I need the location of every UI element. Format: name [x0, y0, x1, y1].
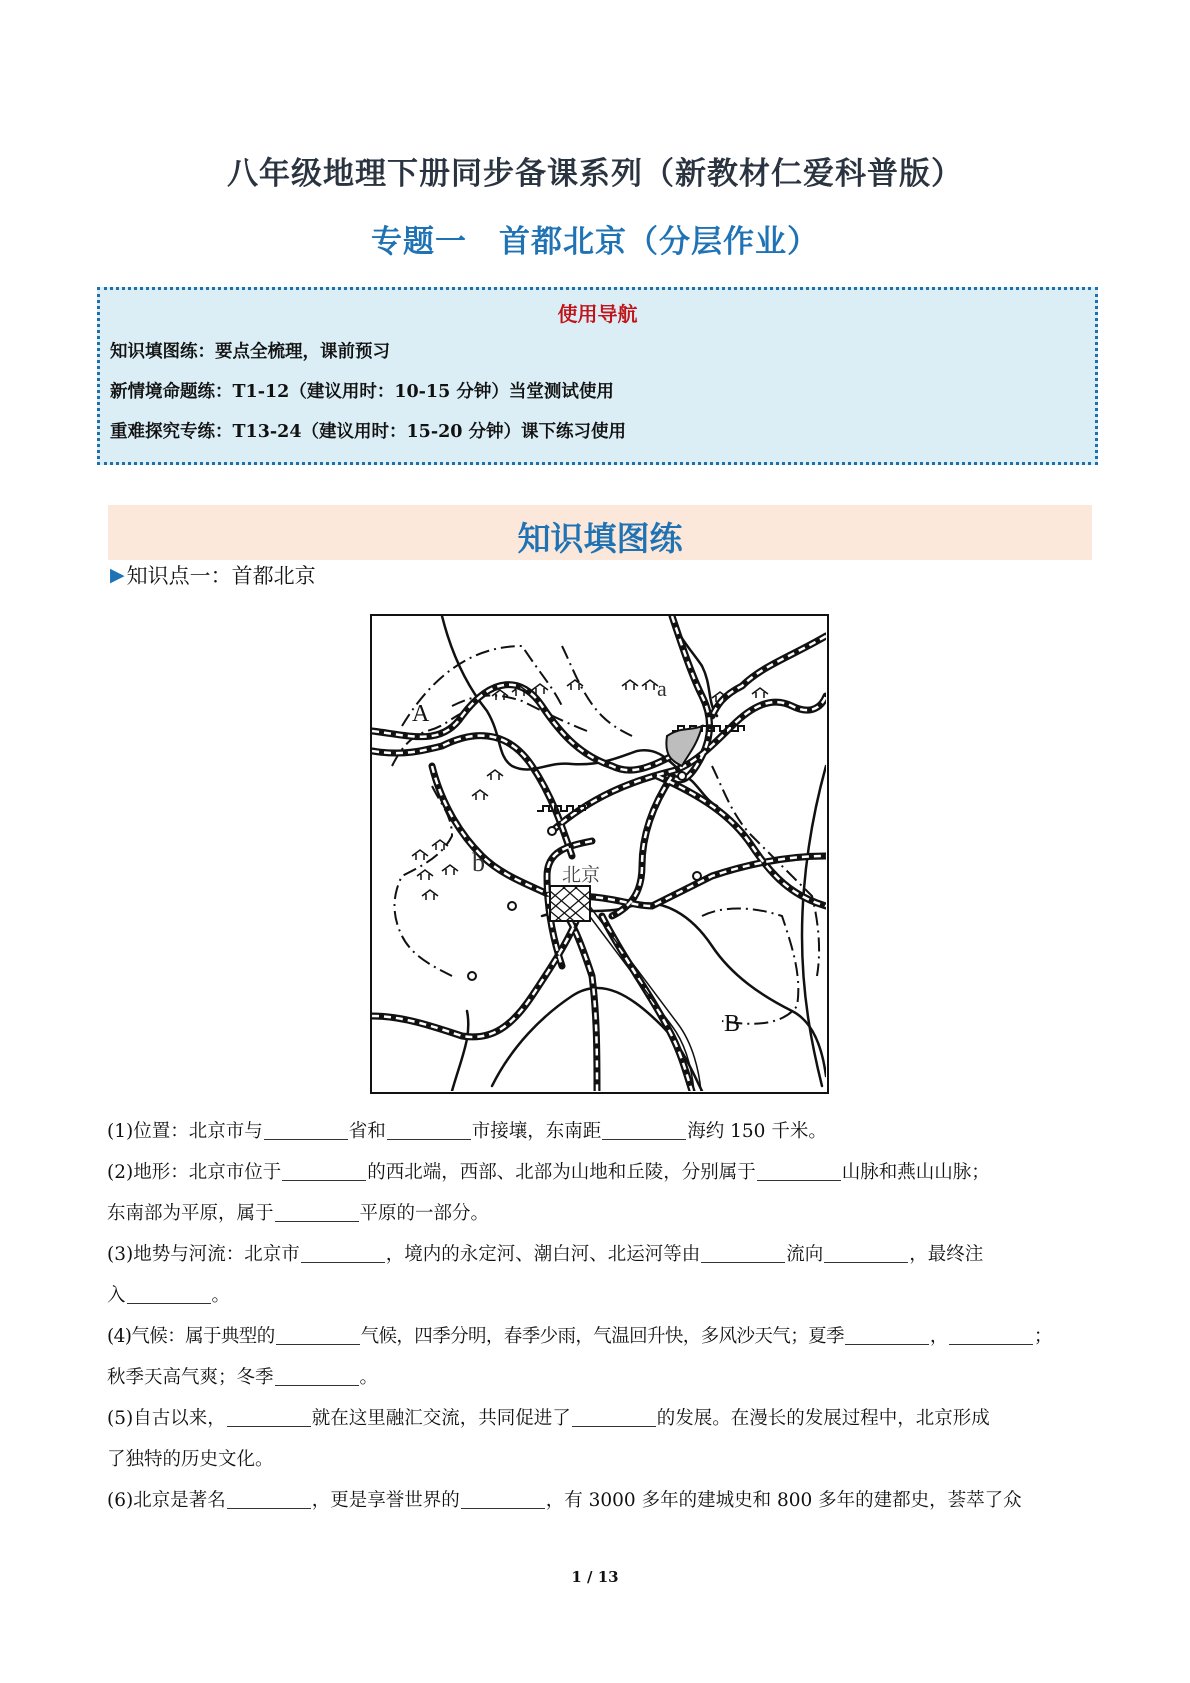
- question-1: [107, 1117, 1087, 1143]
- question-text: 平原的一部分。: [359, 1203, 490, 1224]
- answer-blank[interactable]: [387, 1121, 471, 1141]
- document-title: 八年级地理下册同步备课系列（新教材仁爱科普版）: [227, 156, 963, 192]
- section-header-bar: [108, 505, 1092, 560]
- question-text: 山脉和燕山山脉；: [841, 1162, 990, 1183]
- answer-blank[interactable]: [845, 1326, 929, 1346]
- question-text: 了独特的历史文化。: [107, 1449, 274, 1470]
- question-text: ；: [1033, 1326, 1052, 1347]
- knowledge-point-label: 知识点一：首都北京: [126, 564, 316, 588]
- question-text: 气候，四季分明，春季少雨，气温回升快，多风沙天气；夏季: [360, 1326, 844, 1347]
- answer-blank[interactable]: [282, 1162, 366, 1182]
- question-4-line-2: [107, 1363, 1087, 1389]
- map-label-B: B: [724, 1011, 741, 1037]
- question-text: 的西北端，西部、北部为山地和丘陵，分别属于: [367, 1162, 756, 1183]
- question-text: 入: [107, 1285, 126, 1306]
- question-text: 东南部为平原，属于: [107, 1203, 274, 1224]
- map-label-city: 北京: [562, 865, 601, 886]
- answer-blank[interactable]: [757, 1162, 841, 1182]
- answer-blank[interactable]: [227, 1490, 311, 1510]
- navigation-line: 重难探究专练：T13-24（建议用时：15-20 分钟）课下练习使用: [110, 422, 627, 442]
- answer-blank[interactable]: [572, 1408, 656, 1428]
- question-2-line-2: [107, 1199, 1087, 1225]
- question-text: 。: [359, 1367, 379, 1388]
- navigation-line: 知识填图练：要点全梳理，课前预习: [110, 342, 390, 362]
- answer-blank[interactable]: [127, 1285, 211, 1305]
- question-5-line-1: [107, 1404, 1087, 1430]
- map-label-b: b: [472, 848, 485, 877]
- page-number: 1 / 13: [571, 1568, 619, 1586]
- question-text: ，境内的永定河、潮白河、北运河等由: [385, 1244, 701, 1265]
- answer-blank[interactable]: [264, 1121, 348, 1141]
- question-text: 。: [211, 1285, 231, 1306]
- question-text: 省和: [348, 1121, 386, 1142]
- question-5-line-2: [107, 1445, 1087, 1471]
- usage-navigation-box: [97, 287, 1098, 465]
- answer-blank[interactable]: [949, 1326, 1033, 1346]
- question-4-line-1: [107, 1322, 1087, 1348]
- beijing-map: [370, 614, 829, 1094]
- question-3-line-2: [107, 1281, 1087, 1307]
- section-title: 知识填图练: [517, 519, 683, 558]
- answer-blank[interactable]: [276, 1326, 360, 1346]
- question-text: ，最终注: [909, 1244, 984, 1265]
- question-6-line-1: [107, 1486, 1087, 1512]
- navigation-title: 使用导航: [557, 302, 638, 326]
- question-text: ，: [929, 1326, 948, 1347]
- knowledge-point-heading: [110, 560, 316, 590]
- question-text: (6)北京是著名: [107, 1490, 226, 1511]
- question-text: 的发展。在漫长的发展过程中，北京形成: [656, 1408, 990, 1429]
- question-text: ，有 3000 多年的建城史和 800 多年的建都史，荟萃了众: [545, 1490, 1022, 1511]
- question-text: ，更是享誉世界的: [311, 1490, 460, 1511]
- answer-blank[interactable]: [227, 1408, 311, 1428]
- navigation-line: 新情境命题练：T1-12（建议用时：10-15 分钟）当堂测试使用: [110, 382, 614, 402]
- answer-blank[interactable]: [602, 1121, 686, 1141]
- question-3-line-1: [107, 1240, 1087, 1266]
- question-text: 市接壤，东南距: [471, 1121, 602, 1142]
- map-drawing: [372, 616, 826, 1091]
- question-text: 就在这里融汇交流，共同促进了: [311, 1408, 571, 1429]
- question-text: (5)自古以来，: [107, 1408, 226, 1429]
- answer-blank[interactable]: [275, 1203, 359, 1223]
- question-text: 流向: [786, 1244, 824, 1265]
- map-label-A: A: [412, 701, 430, 727]
- document-subtitle: 专题一 首都北京（分层作业）: [371, 224, 819, 260]
- answer-blank[interactable]: [301, 1244, 385, 1264]
- answer-blank[interactable]: [275, 1367, 359, 1387]
- question-text: (3)地势与河流：北京市: [107, 1244, 300, 1265]
- answer-blank[interactable]: [701, 1244, 785, 1264]
- triangle-right-icon: ▶: [110, 564, 125, 586]
- question-text: 秋季天高气爽；冬季: [107, 1367, 274, 1388]
- answer-blank[interactable]: [461, 1490, 545, 1510]
- answer-blank[interactable]: [824, 1244, 908, 1264]
- question-text: 海约 150 千米。: [687, 1121, 827, 1142]
- question-text: (4)气候：属于典型的: [107, 1326, 275, 1347]
- question-text: (2)地形：北京市位于: [107, 1162, 282, 1183]
- question-text: (1)位置：北京市与: [107, 1121, 263, 1142]
- question-2-line-1: [107, 1158, 1087, 1184]
- map-label-a: a: [657, 676, 667, 701]
